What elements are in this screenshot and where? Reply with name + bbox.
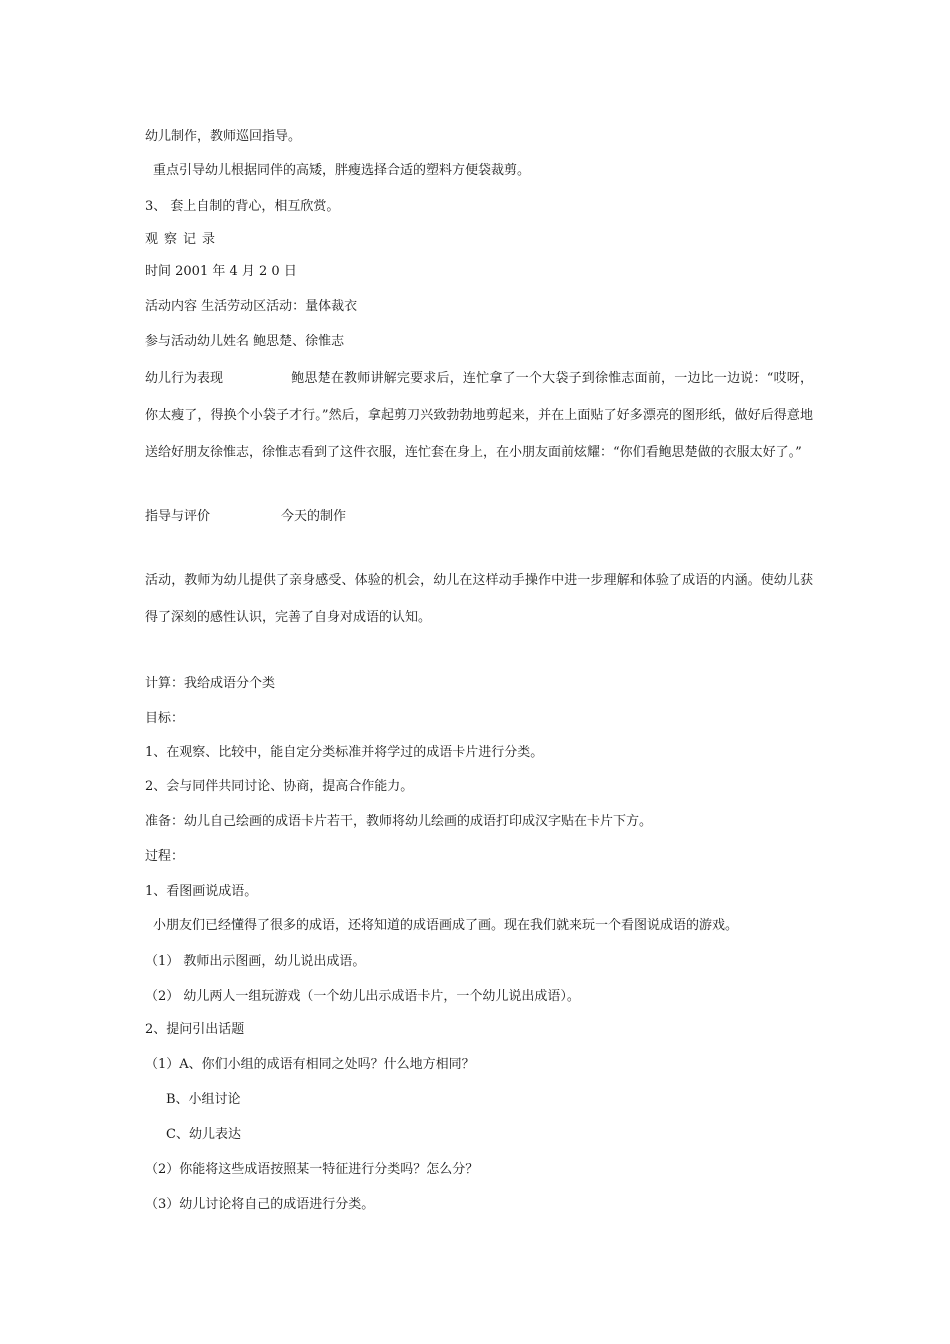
record-time: 时间 2001 年 4 月 2 0 日 [145, 264, 297, 279]
step-2-2: （2）你能将这些成语按照某一特征进行分类吗？怎么分？ [145, 1162, 479, 1177]
step-1-intro: 小朋友们已经懂得了很多的成语，还将知道的成语画成了画。现在我们就来玩一个看图说成语的游戏。 [153, 918, 739, 933]
step-2-1: （1）A、你们小组的成语有相同之处吗？什么地方相同？ [145, 1057, 475, 1072]
text-line-step-3: 3、 套上自制的背心，相互欣赏。 [145, 199, 340, 214]
lesson-title: 计算：我给成语分个类 [145, 676, 276, 691]
behavior-text: 鲍思楚在教师讲解完要求后，连忙拿了一个大袋子到徐惟志面前，一边比一边说：“哎呀，你太瘦了，得换个小袋子才行。”然后，拿起剪刀兴致勃勃地剪起来，并在上面贴了好多漂亮的图形纸，做好后得意地送给好朋友徐惟志，徐惟志看到了这件衣服，连忙套在身上，在小朋友面前炫耀：“你们看鲍思楚做的衣服太好了。” [145, 371, 813, 460]
behavior-label: 幼儿行为表现 [145, 371, 224, 386]
record-names: 参与活动幼儿姓名 鲍思楚、徐惟志 [145, 334, 345, 349]
goal-1: 1、在观察、比较中，能自定分类标准并将学过的成语卡片进行分类。 [145, 745, 544, 760]
guide-text: 今天的制作 [281, 509, 347, 524]
guide-label: 指导与评价 [145, 509, 211, 524]
text-line-guidance-focus: 重点引导幼儿根据同伴的高矮，胖瘦选择合适的塑料方便袋裁剪。 [153, 163, 531, 178]
record-title: 观察记录 [145, 232, 222, 247]
evaluation-paragraph: 活动，教师为幼儿提供了亲身感受、体验的机会，幼儿在这样动手操作中进一步理解和体验了成语的内涵。使幼儿获得了深刻的感性认识，完善了自身对成语的认知。 [145, 573, 813, 625]
guide-row [145, 508, 346, 526]
step-2: 2、提问引出话题 [145, 1022, 245, 1037]
step-2-1-c: C、幼儿表达 [166, 1127, 241, 1142]
preparation: 准备：幼儿自己绘画的成语卡片若干，教师将幼儿绘画的成语打印成汉字贴在卡片下方。 [145, 814, 653, 829]
step-2-3: （3）幼儿讨论将自己的成语进行分类。 [145, 1197, 375, 1212]
goal-2: 2、会与同伴共同讨论、协商，提高合作能力。 [145, 779, 414, 794]
step-1-b: （2） 幼儿两人一组玩游戏（一个幼儿出示成语卡片，一个幼儿说出成语）。 [145, 989, 580, 1004]
step-1-a: （1） 教师出示图画，幼儿说出成语。 [145, 954, 366, 969]
behavior-paragraph [145, 360, 813, 471]
goal-label: 目标： [145, 711, 185, 726]
process-label: 过程： [145, 849, 185, 864]
step-2-1-b: B、小组讨论 [166, 1092, 241, 1107]
record-content: 活动内容 生活劳动区活动：量体裁衣 [145, 299, 358, 314]
text-line-production: 幼儿制作，教师巡回指导。 [145, 129, 302, 144]
step-1: 1、看图画说成语。 [145, 884, 258, 899]
